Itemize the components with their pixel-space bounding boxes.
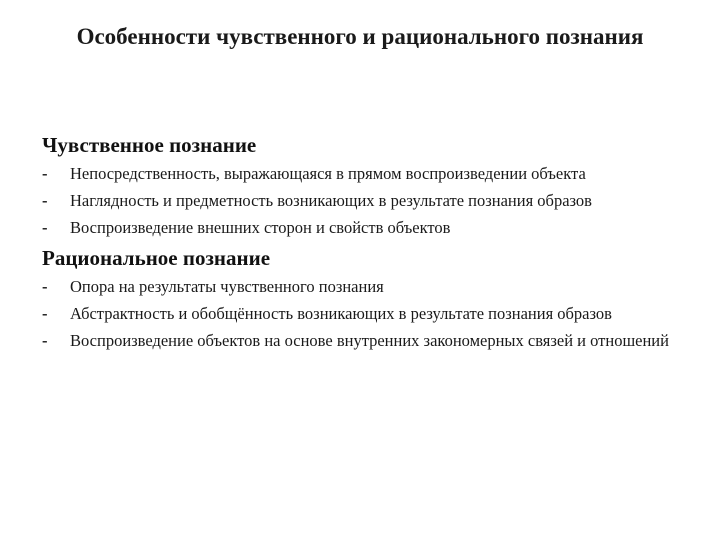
list-item-text: Опора на результаты чувственного познания — [70, 277, 384, 296]
slide-content — [42, 131, 682, 357]
bullet-dash: - — [42, 331, 48, 350]
list-item — [42, 217, 682, 239]
section-heading-sensory: Чувственное познание — [42, 133, 257, 157]
bullet-dash: - — [42, 164, 48, 183]
list-item — [42, 190, 682, 212]
bullet-dash: - — [42, 218, 48, 237]
list-item — [42, 330, 682, 352]
list-item-text: Воспроизведение внешних сторон и свойств объектов — [70, 218, 451, 237]
list-item — [42, 303, 682, 325]
section-heading-rational: Рациональное познание — [42, 246, 271, 270]
list-item-text: Воспроизведение объектов на основе внутренних закономерных связей и отношений — [70, 331, 669, 350]
list-item — [42, 276, 682, 298]
list-item-text: Наглядность и предметность возникающих в результате познания образов — [70, 191, 592, 210]
list-item — [42, 163, 682, 185]
bullet-dash: - — [42, 304, 48, 323]
bullet-dash: - — [42, 277, 48, 296]
rational-list — [42, 276, 682, 352]
bullet-dash: - — [42, 191, 48, 210]
list-item-text: Абстрактность и обобщённость возникающих в результате познания образов — [70, 304, 612, 323]
list-item-text: Непосредственность, выражающаяся в прямом воспроизведении объекта — [70, 164, 586, 183]
sensory-list — [42, 163, 682, 239]
slide-title: Особенности чувственного и рационального познания — [76, 24, 644, 49]
